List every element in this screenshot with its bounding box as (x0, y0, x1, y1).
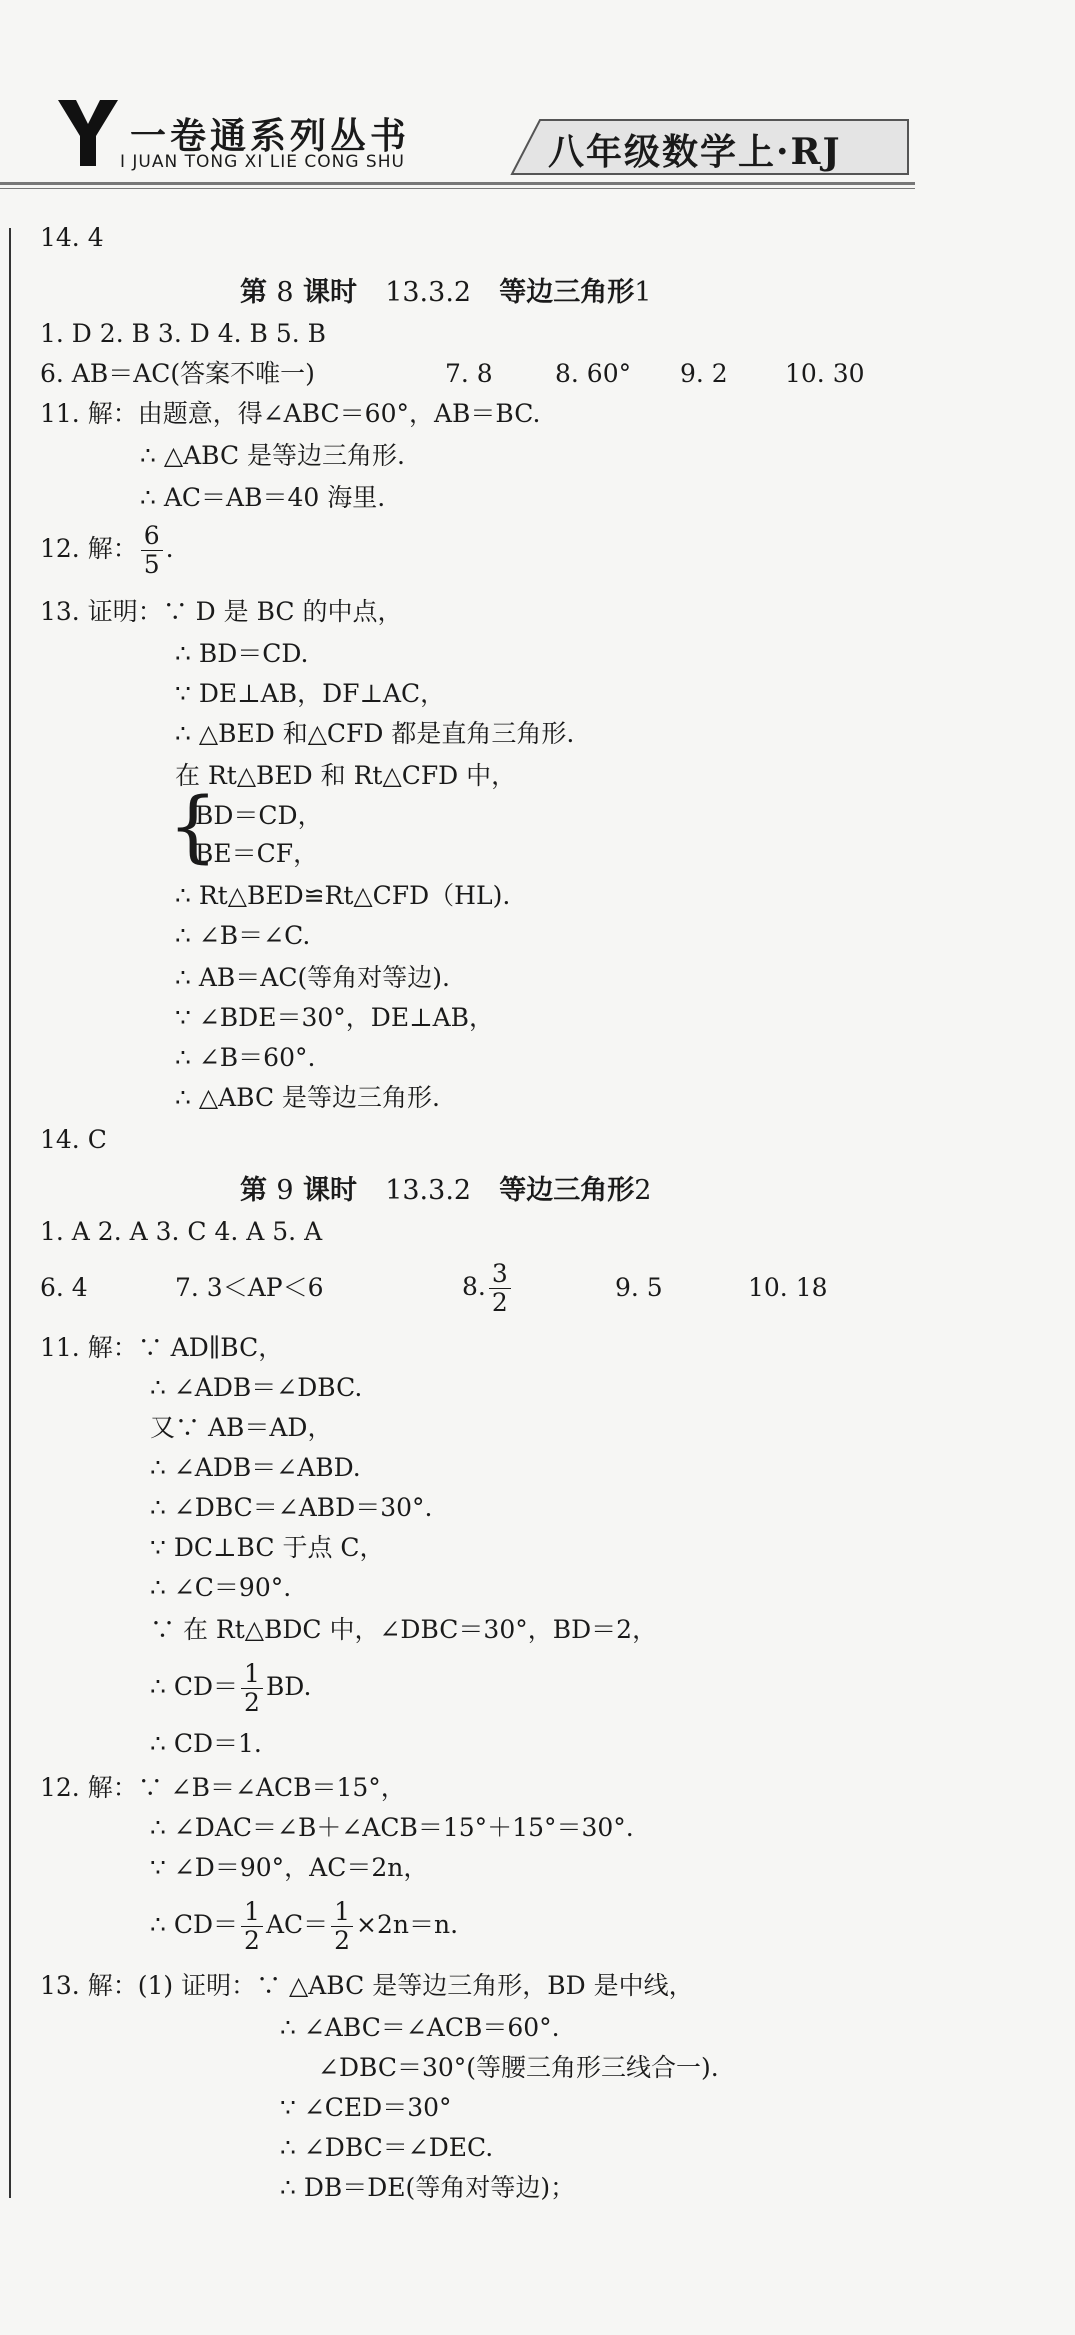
solution-line: ∴ ∠B＝60°. (175, 1043, 316, 1072)
solution-line: ∴ ∠ABC＝∠ACB＝60°. (280, 2013, 560, 2042)
solution-line: ∴ AC＝AB＝40 海里. (140, 483, 386, 512)
solution-line: 又∵ AB＝AD， (150, 1413, 333, 1442)
solution-line: ∵ ∠CED＝30° (280, 2093, 452, 2122)
solution-line: ∴ CD＝1. (150, 1729, 262, 1758)
fraction: $\frac{3}{2}$ (489, 1260, 511, 1317)
solution-line: ∵ 在 Rt△BDC 中，∠DBC＝30°，BD＝2， (150, 1615, 658, 1644)
solution-line: ∴ BD＝CD. (175, 639, 309, 668)
answer-line: 14. 4 (40, 223, 104, 252)
solution-line: ∴ ∠DBC＝∠DEC. (280, 2133, 494, 2162)
solution-line: ∠DBC＝30°(等腰三角形三线合一). (318, 2053, 719, 2082)
solution-line: 12. 解：∵ ∠B＝∠ACB＝15°， (40, 1773, 406, 1802)
solution-line: 11. 解：∵ AD∥BC， (40, 1333, 284, 1362)
solution-line: ∴ AB＝AC(等角对等边). (175, 963, 450, 992)
answer-line: 1. D 2. B 3. D 4. B 5. B (40, 319, 326, 348)
answer-line: 8. 60° (555, 359, 632, 388)
page-header (0, 0, 1075, 200)
solution-line: ∴ ∠C＝90°. (150, 1573, 292, 1602)
answer-line: 7. 3＜AP＜6 (175, 1273, 324, 1302)
solution-line: ∵ DE⊥AB，DF⊥AC， (175, 679, 446, 708)
answer-line: 9. 5 (615, 1273, 663, 1302)
solution-line: ∴ ∠ADB＝∠ABD. (150, 1453, 361, 1482)
solution-line: ∴ △ABC 是等边三角形. (175, 1083, 440, 1112)
solution-line: 11. 解：由题意，得∠ABC＝60°，AB＝BC. (40, 399, 541, 428)
solution-line: ∵ DC⊥BC 于点 C， (150, 1533, 385, 1562)
series-pinyin: I JUAN TONG XI LIE CONG SHU (120, 152, 405, 172)
solution-line: ∴ Rt△BED≌Rt△CFD（HL). (175, 881, 511, 910)
solution-line: ∴ ∠DBC＝∠ABD＝30°. (150, 1493, 433, 1522)
answer-line: 6. AB＝AC(答案不唯一) (40, 359, 315, 388)
series-title: 一卷通系列丛书 (130, 116, 411, 157)
solution-line: ∴ DB＝DE(等角对等边)； (280, 2173, 576, 2202)
solution-line: ∵ ∠BDE＝30°，DE⊥AB， (175, 1003, 495, 1032)
header-rule (0, 182, 915, 185)
solution-line: ∴ △BED 和△CFD 都是直角三角形. (175, 719, 575, 748)
answer-line: 7. 8 (445, 359, 493, 388)
header-rule-thin (0, 188, 915, 189)
solution-line: 在 Rt△BED 和 Rt△CFD 中， (175, 761, 517, 790)
answer-line: 6. 4 (40, 1273, 88, 1302)
fraction: $\frac{1}{2}$ (241, 1660, 263, 1717)
fraction: $\frac{6}{5}$ (141, 522, 163, 579)
answer-line: 10. 18 (748, 1273, 828, 1302)
solution-line: ∴ ∠ADB＝∠DBC. (150, 1373, 363, 1402)
lesson-heading-8: 第 8 课时 13.3.2 等边三角形1 (240, 277, 652, 308)
margin-line (9, 228, 11, 2198)
system-brace: { (168, 782, 218, 872)
solution-line: ∴ ∠B＝∠C. (175, 921, 311, 950)
solution-line: 12. 解： $\frac{6}{5}$ . (40, 521, 174, 579)
fraction: $\frac{1}{2}$ (241, 1898, 263, 1955)
grade-book-label: 八年级数学上·RJ (548, 131, 842, 173)
solution-line: BD＝CD， (195, 801, 323, 830)
fraction: $\frac{1}{2}$ (331, 1898, 353, 1955)
answer-line: 8. $\frac{3}{2}$ (462, 1260, 514, 1317)
answer-line: 1. A 2. A 3. C 4. A 5. A (40, 1217, 323, 1246)
solution-line: ∴ CD＝ $\frac{1}{2}$ BD. (150, 1659, 312, 1717)
answer-line: 9. 2 (680, 359, 728, 388)
solution-line: BE＝CF， (195, 839, 319, 868)
solution-line: ∴ ∠DAC＝∠B＋∠ACB＝15°＋15°＝30°. (150, 1813, 634, 1842)
solution-line: ∵ ∠D＝90°，AC＝2n， (150, 1853, 429, 1882)
solution-line: 13. 证明：∵ D 是 BC 的中点， (40, 597, 403, 626)
solution-line: ∴ △ABC 是等边三角形. (140, 441, 405, 470)
solution-line: 13. 解：(1) 证明：∵ △ABC 是等边三角形，BD 是中线， (40, 1971, 694, 2000)
lesson-heading-9: 第 9 课时 13.3.2 等边三角形2 (240, 1175, 652, 1206)
brand-logo-icon (58, 100, 118, 166)
answer-line: 10. 30 (785, 359, 865, 388)
answer-line: 14. C (40, 1125, 107, 1154)
solution-line: ∴ CD＝ $\frac{1}{2}$ AC＝ $\frac{1}{2}$ ×2n＝n. (150, 1897, 459, 1955)
